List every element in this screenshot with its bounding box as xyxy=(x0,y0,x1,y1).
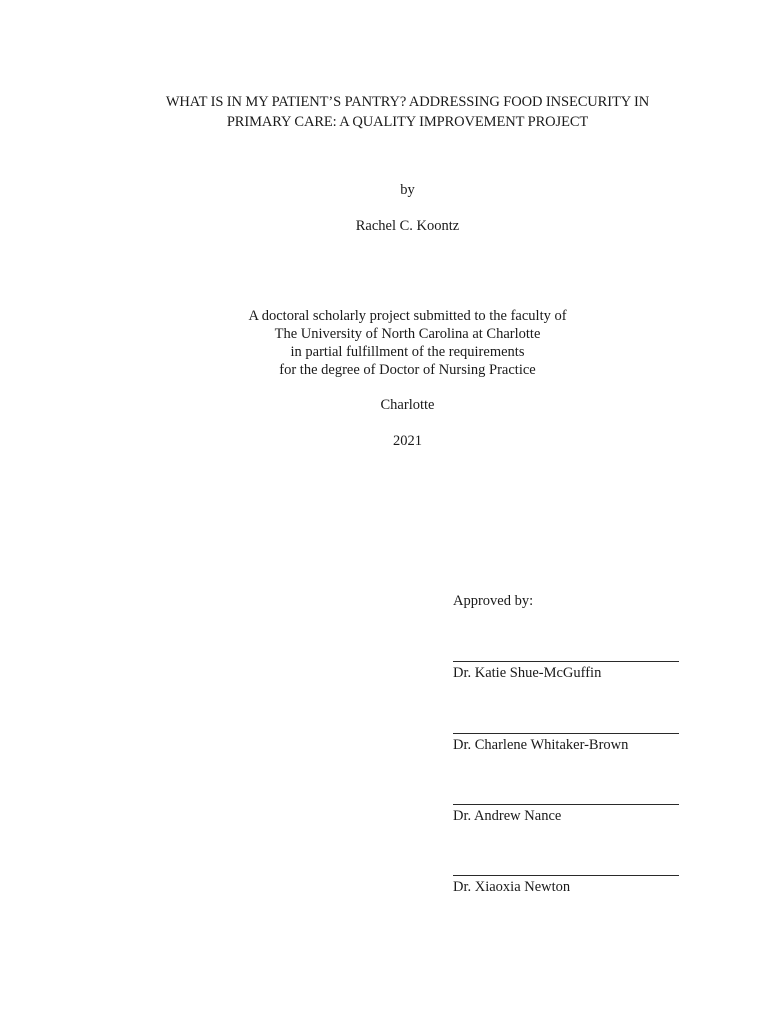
signer-name: Dr. Xiaoxia Newton xyxy=(453,879,571,895)
year: 2021 xyxy=(393,433,422,449)
signature-line xyxy=(453,804,679,805)
title-line: WHAT IS IN MY PATIENT’S PANTRY? ADDRESSING FOOD INSECURITY IN xyxy=(165,94,650,110)
submission-statement xyxy=(0,307,770,379)
statement-line: in partial fulfillment of the requirements xyxy=(290,344,525,360)
signer-name: Dr. Katie Shue-McGuffin xyxy=(453,665,602,681)
signer-name: Dr. Andrew Nance xyxy=(453,808,562,824)
signature-line xyxy=(453,661,679,662)
signature-block xyxy=(453,733,679,754)
document-title xyxy=(0,92,770,132)
author-name: Rachel C. Koontz xyxy=(355,218,460,234)
city: Charlotte xyxy=(380,397,435,413)
signer-name: Dr. Charlene Whitaker-Brown xyxy=(453,737,629,753)
signature-block xyxy=(453,661,679,682)
statement-line: for the degree of Doctor of Nursing Practice xyxy=(279,362,536,378)
signature-line xyxy=(453,875,679,876)
statement-line: The University of North Carolina at Charlotte xyxy=(274,326,541,342)
signature-block xyxy=(453,875,679,896)
signature-line xyxy=(453,733,679,734)
statement-line: A doctoral scholarly project submitted to the faculty of xyxy=(248,308,567,324)
title-line: PRIMARY CARE: A QUALITY IMPROVEMENT PROJECT xyxy=(226,114,589,130)
by-label: by xyxy=(400,182,415,198)
approved-by-label: Approved by: xyxy=(453,593,534,609)
signature-block xyxy=(453,804,679,825)
